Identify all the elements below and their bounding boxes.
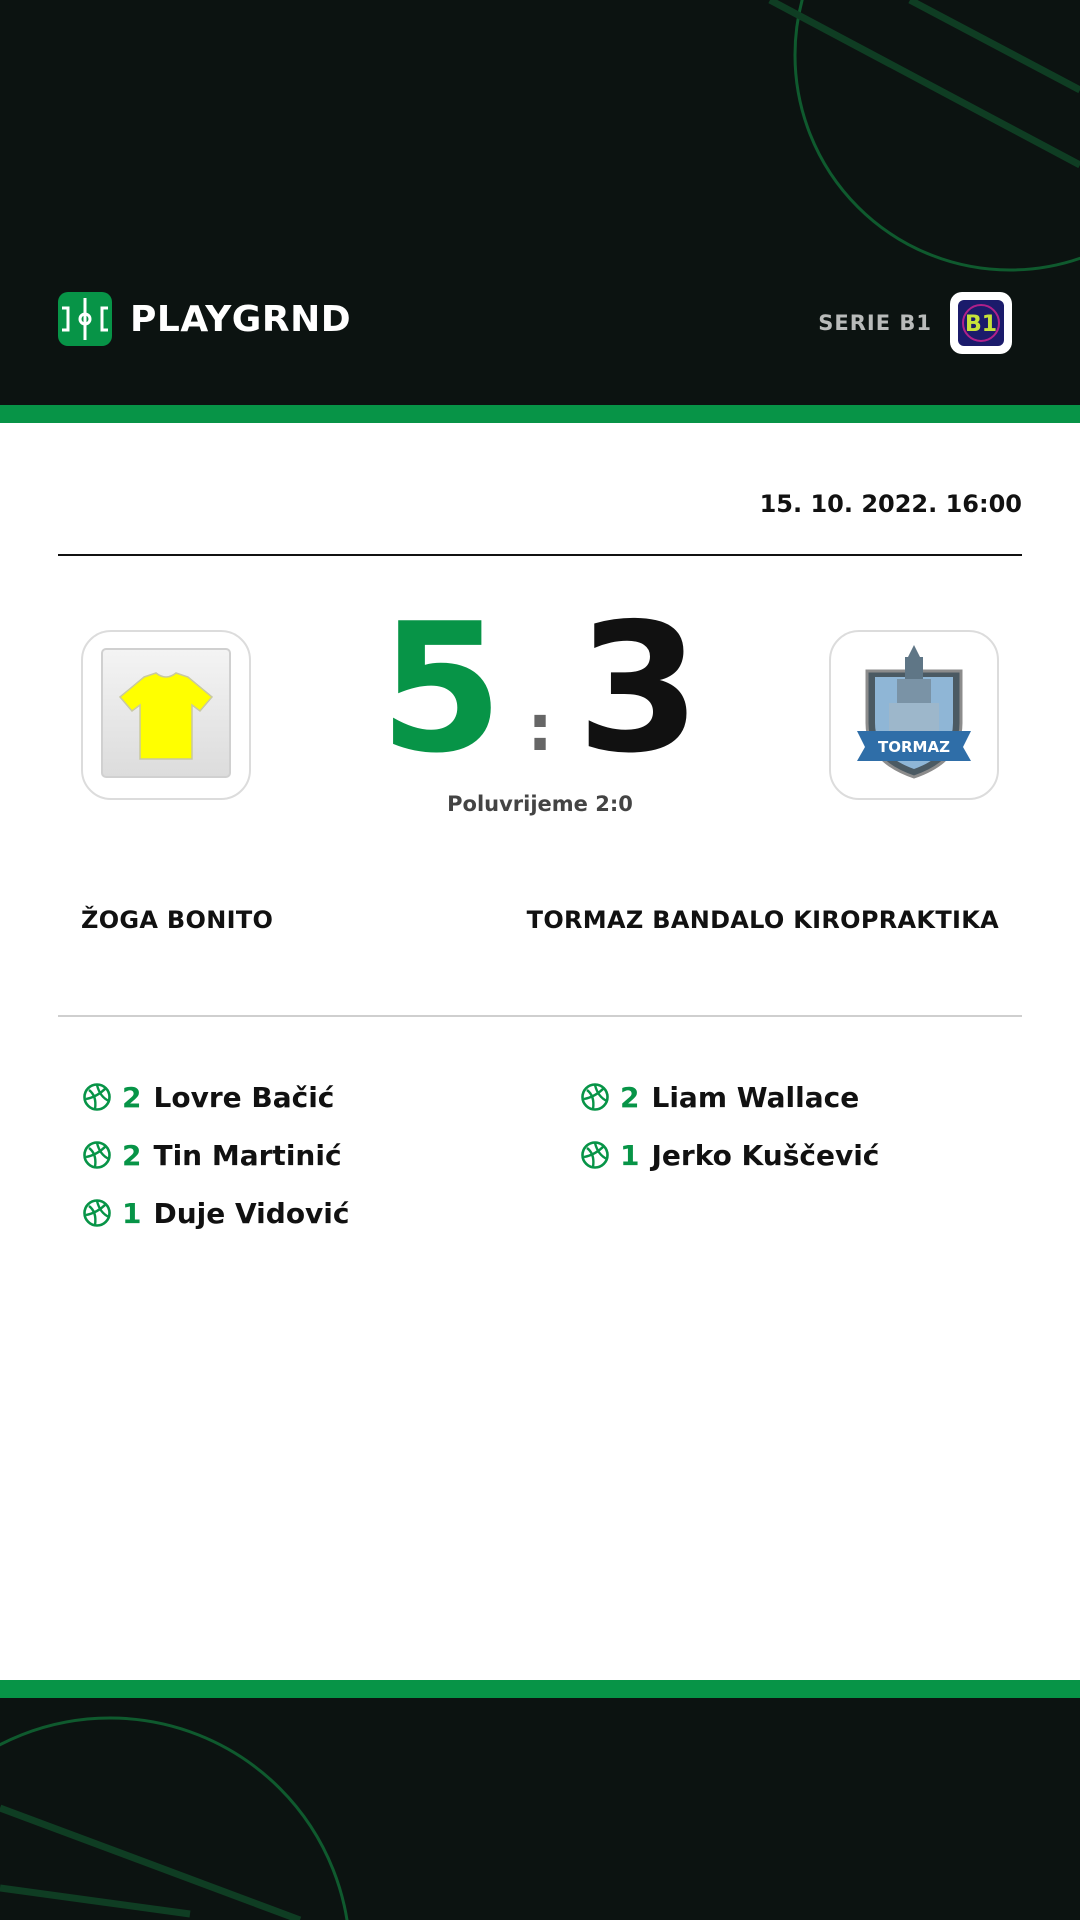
player-name: Liam Wallace <box>651 1080 860 1114</box>
brand <box>58 292 351 346</box>
away-team-badge <box>829 630 999 800</box>
goal-count: 1 <box>620 1138 640 1172</box>
ball-icon <box>82 1140 112 1170</box>
crest-text: TORMAZ <box>878 738 950 756</box>
league-name: SERIE B1 <box>818 311 932 335</box>
player-name: Duje Vidović <box>153 1196 350 1230</box>
scorer-row <box>580 1126 879 1184</box>
tower-crest-icon <box>849 643 979 787</box>
league-badge-icon <box>950 292 1012 354</box>
goal-count: 1 <box>122 1196 142 1230</box>
home-scorers <box>82 1068 350 1242</box>
yellow-shirt-icon <box>100 647 232 783</box>
brand-name: PLAYGRND <box>130 298 352 340</box>
scorer-row <box>82 1068 350 1126</box>
league-badge-text: B1 <box>964 312 998 337</box>
home-team-name: ŽOGA BONITO <box>81 906 274 934</box>
pitch-icon <box>58 292 112 346</box>
footer-band <box>0 1698 1080 1920</box>
away-scorers <box>580 1068 879 1184</box>
scorer-row <box>82 1184 350 1242</box>
goal-count: 2 <box>122 1138 142 1172</box>
ball-icon <box>82 1198 112 1228</box>
header-accent-stripe <box>0 405 1080 423</box>
scorer-row <box>580 1068 879 1126</box>
away-team-name: TORMAZ BANDALO KIROPRAKTIKA <box>526 906 999 934</box>
pitch-lines-decoration <box>0 1698 1080 1920</box>
scorer-row <box>82 1126 350 1184</box>
player-name: Tin Martinić <box>153 1138 342 1172</box>
away-score: 3 <box>576 585 701 792</box>
halftime-score: Poluvrijeme 2:0 <box>447 792 633 816</box>
goal-count: 2 <box>122 1080 142 1114</box>
ball-icon <box>82 1082 112 1112</box>
player-name: Jerko Kuščević <box>651 1138 880 1172</box>
ball-icon <box>580 1082 610 1112</box>
match-datetime: 15. 10. 2022. 16:00 <box>759 490 1022 518</box>
ball-icon <box>580 1140 610 1170</box>
footer-accent-stripe <box>0 1680 1080 1698</box>
scoreboard <box>340 585 740 792</box>
score-separator: : <box>527 692 553 766</box>
home-team-badge <box>81 630 251 800</box>
home-score: 5 <box>379 585 504 792</box>
divider <box>58 1015 1022 1017</box>
player-name: Lovre Bačić <box>153 1080 335 1114</box>
goal-count: 2 <box>620 1080 640 1114</box>
divider <box>58 554 1022 556</box>
league-info <box>818 292 1012 354</box>
